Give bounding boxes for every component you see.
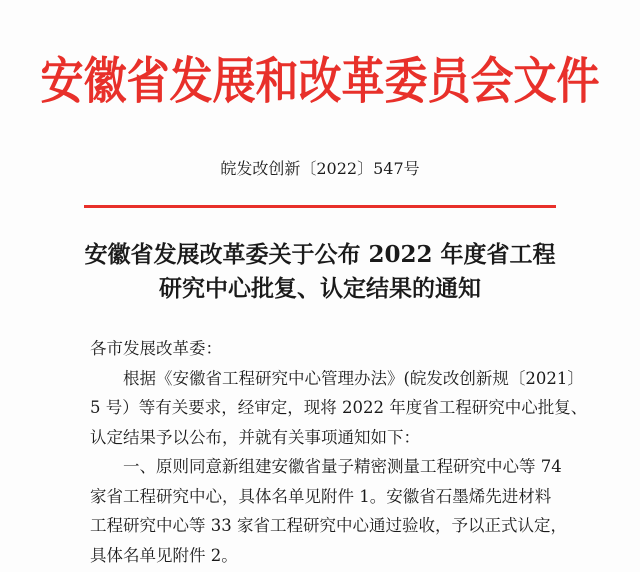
notice-title-line-1: 安徽省发展改革委关于公布 2022 年度省工程 [84,241,556,268]
notice-body [90,334,590,570]
notice-title-line-2: 研究中心批复、认定结果的通知 [159,275,481,302]
document-number: 皖发改创新〔2022〕547号 [220,159,420,178]
paragraph-2-line-1: 一、原则同意新组建安徽省量子精密测量工程研究中心等 74 [123,457,562,476]
paragraph-2-line-4: 具体名单见附件 2。 [90,545,238,565]
salutation: 各市发展改革委： [90,339,222,358]
masthead-title: 安徽省发展和改革委员会文件 [40,53,600,111]
paragraph-1-line-3: 认定结果予以公布，并就有关事项通知如下： [90,427,420,447]
notice-title [0,238,640,306]
paragraph-1-line-2: 5 号）等有关要求，经审定，现将 2022 年度省工程研究中心批复、 [90,398,588,417]
paragraph-2-line-2: 家省工程研究中心，具体名单见附件 1。安徽省石墨烯先进材料 [90,486,552,506]
red-divider-line [84,205,556,208]
paragraph-2-line-3: 工程研究中心等 33 家省工程研究中心通过验收，予以正式认定， [90,516,567,535]
paragraph-1-line-1: 根据《安徽省工程研究中心管理办法》(皖发改创新规〔2021〕 [123,368,584,388]
